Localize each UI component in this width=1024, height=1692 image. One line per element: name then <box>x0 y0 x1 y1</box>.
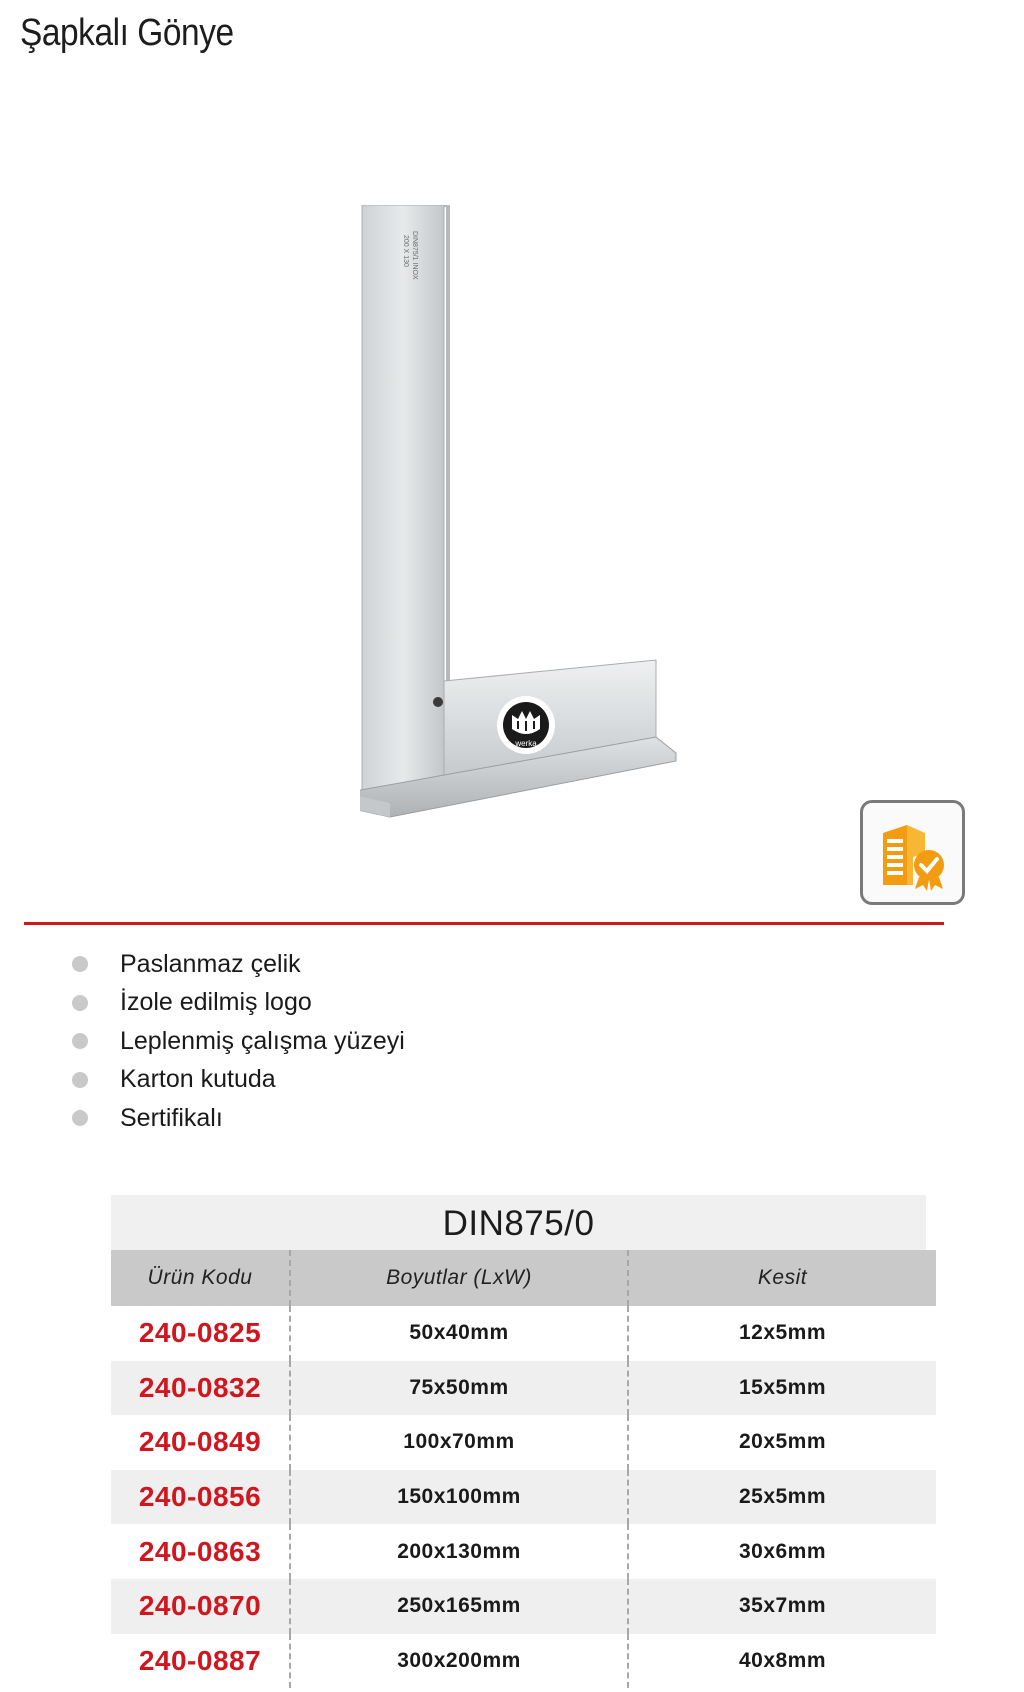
feature-text: Karton kutuda <box>120 1065 276 1094</box>
header-section: Kesit <box>628 1250 936 1306</box>
dimensions: 100x70mm <box>290 1415 628 1470</box>
dimensions: 75x50mm <box>290 1361 628 1416</box>
section: 30x6mm <box>628 1524 936 1579</box>
bullet-dot-icon <box>72 956 88 972</box>
bullet-dot-icon <box>72 1110 88 1126</box>
spec-grid <box>111 1250 936 1688</box>
spec-table-title: DIN875/0 <box>111 1195 926 1250</box>
engraving-standard-text: DIN875/1 INOX <box>411 231 418 280</box>
dimensions: 300x200mm <box>290 1634 628 1689</box>
dimensions: 200x130mm <box>290 1524 628 1579</box>
engraving-size-text: 200 X 130 <box>402 235 409 267</box>
table-header-row <box>111 1250 936 1306</box>
section: 35x7mm <box>628 1579 936 1634</box>
feature-text: İzole edilmiş logo <box>120 988 312 1017</box>
section: 20x5mm <box>628 1415 936 1470</box>
product-code: 240-0825 <box>111 1306 290 1361</box>
table-row <box>111 1470 936 1525</box>
feature-item <box>72 1022 405 1061</box>
dimensions: 150x100mm <box>290 1470 628 1525</box>
product-code: 240-0870 <box>111 1579 290 1634</box>
bullet-dot-icon <box>72 1072 88 1088</box>
dimensions: 250x165mm <box>290 1579 628 1634</box>
feature-item <box>72 945 405 984</box>
table-row <box>111 1306 936 1361</box>
feature-item <box>72 984 405 1023</box>
table-row <box>111 1415 936 1470</box>
certificate-icon <box>873 813 953 893</box>
table-row <box>111 1579 936 1634</box>
dimensions: 50x40mm <box>290 1306 628 1361</box>
table-row <box>111 1361 936 1416</box>
spec-table <box>111 1195 926 1688</box>
section: 15x5mm <box>628 1361 936 1416</box>
section: 40x8mm <box>628 1634 936 1689</box>
product-code: 240-0887 <box>111 1634 290 1689</box>
product-code: 240-0832 <box>111 1361 290 1416</box>
product-code: 240-0863 <box>111 1524 290 1579</box>
header-product-code: Ürün Kodu <box>111 1250 290 1306</box>
feature-text: Leplenmiş çalışma yüzeyi <box>120 1026 405 1055</box>
werka-logo-icon <box>497 696 555 754</box>
logo-text: werka <box>515 739 537 748</box>
product-code: 240-0849 <box>111 1415 290 1470</box>
feature-list <box>72 945 405 1138</box>
product-image-try-square <box>360 205 700 845</box>
feature-item <box>72 1099 405 1138</box>
feature-text: Sertifikalı <box>120 1103 223 1132</box>
certificate-badge <box>860 800 965 905</box>
feature-item <box>72 1061 405 1100</box>
table-row <box>111 1524 936 1579</box>
red-divider <box>24 922 944 925</box>
feature-text: Paslanmaz çelik <box>120 949 301 978</box>
section: 25x5mm <box>628 1470 936 1525</box>
product-code: 240-0856 <box>111 1470 290 1525</box>
bullet-dot-icon <box>72 995 88 1011</box>
bullet-dot-icon <box>72 1033 88 1049</box>
header-dimensions: Boyutlar (LxW) <box>290 1250 628 1306</box>
table-row <box>111 1634 936 1689</box>
page-title: Şapkalı Gönye <box>20 12 234 54</box>
section: 12x5mm <box>628 1306 936 1361</box>
